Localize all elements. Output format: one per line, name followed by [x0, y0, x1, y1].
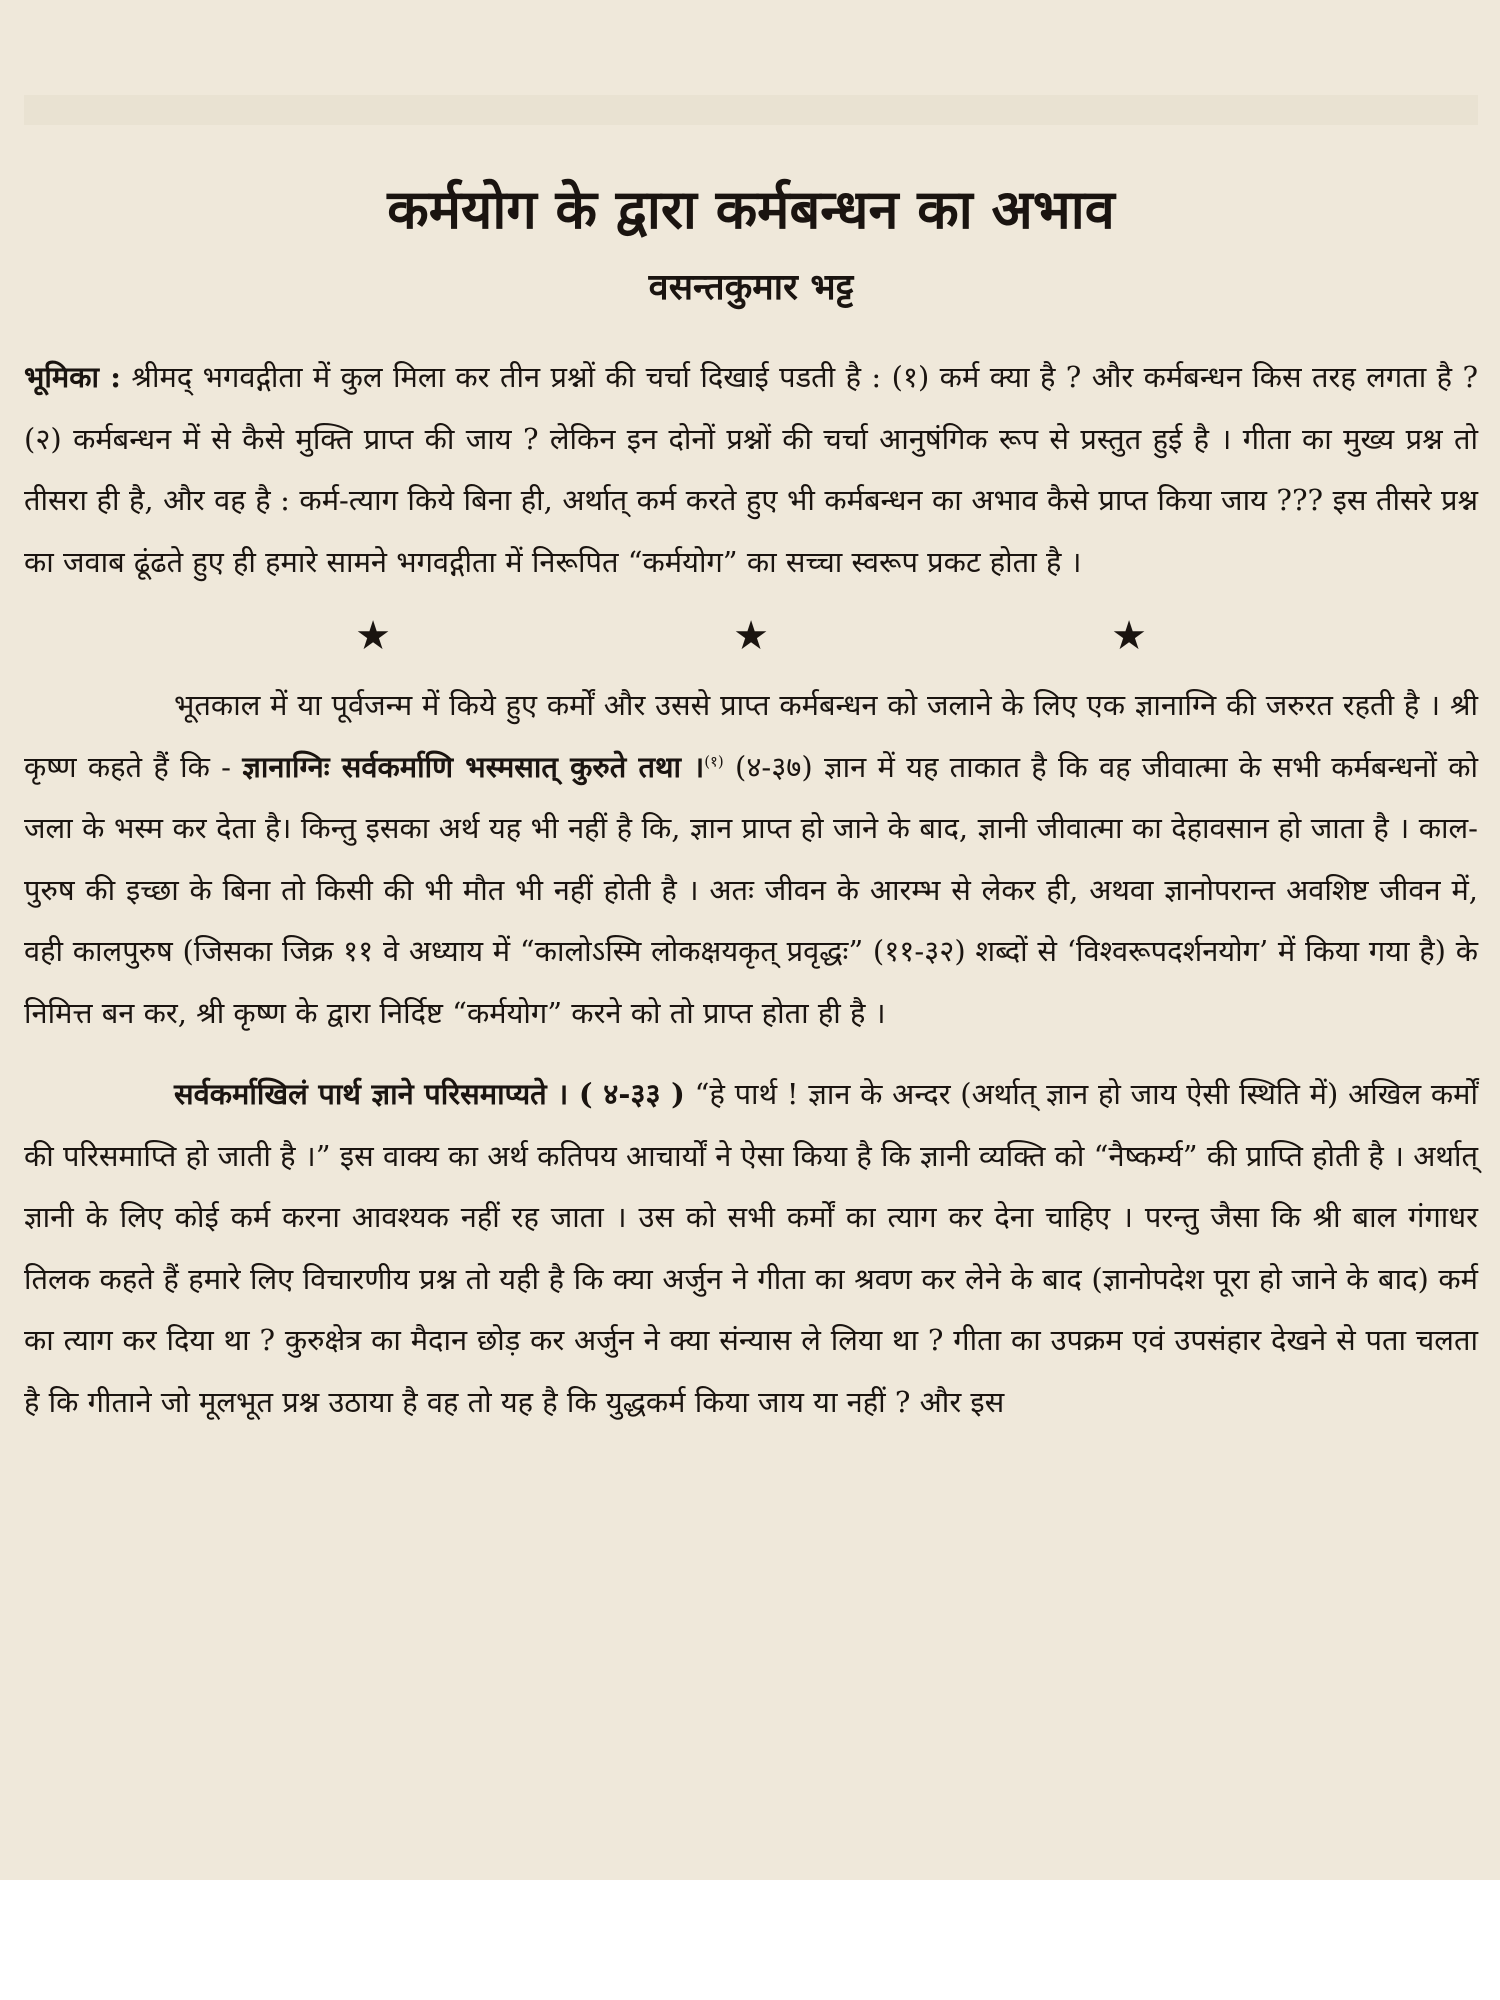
- bleed-through-text: [24, 95, 1478, 125]
- intro-label: भूमिका :: [24, 360, 122, 394]
- para2-after: (४-३७) ज्ञान में यह ताकात है कि वह जीवात्मा के सभी कर्मबन्धनों को जला के भस्म कर देता है। किन्तु इसका अर्थ यह भी नहीं है कि, ज्ञान प्राप्त हो जाने के बाद, ज्ञानी जीवात्मा का देहावसान हो जाता है । काल- पुरुष की इच्छा के बिना तो किसी की भी मौत भी नहीं होती है । अतः जीवन के आरम्भ से लेकर ही, अथवा ज्ञानोपरान्त अवशिष्ट जीवन में, वही कालपुरुष (जिसका जिक्र ११ वे अध्याय में “कालोऽस्मि लोकक्षयकृत् प्रवृद्धः” (११-३२) शब्दों से ‘विश्वरूपदर्शनयोग’ में किया गया है) के निमित्त बन कर, श्री कृष्ण के द्वारा निर्दिष्ट “कर्मयोग” करने को तो प्राप्त होता ही है ।: [24, 749, 1478, 1030]
- section-divider: [24, 601, 1478, 671]
- star-icon: ★: [1111, 613, 1147, 659]
- body-paragraph-2: [24, 1064, 1478, 1433]
- para2-quote: ज्ञानाग्निः सर्वकर्माणि भस्मसात् कुरुते तथा ।: [242, 749, 705, 784]
- para3-text: “हे पार्थ ! ज्ञान के अन्दर (अर्थात् ज्ञान हो जाय ऐसी स्थिति में) अखिल कर्मों की परिसमाप्ति हो जाती है ।” इस वाक्य का अर्थ कतिपय आचार्यों ने ऐसा किया है कि ज्ञानी व्यक्ति को “नैष्कर्म्य” की प्राप्ति होती है । अर्थात् ज्ञानी के लिए कोई कर्म करना आवश्यक नहीं रह जाता । उस को सभी कर्मों का त्याग कर देना चाहिए । परन्तु जैसा कि श्री बाल गंगाधर तिलक कहते हैं हमारे लिए विचारणीय प्रश्न तो यही है कि क्या अर्जुन ने गीता का श्रवण कर लेने के बाद (ज्ञानोपदेश पूरा हो जाने के बाद) कर्म का त्याग कर दिया था ? कुरुक्षेत्र का मैदान छोड़ कर अर्जुन ने क्या संन्यास ले लिया था ? गीता का उपक्रम एवं उपसंहार देखने से पता चलता है कि गीताने जो मूलभूत प्रश्न उठाया है वह तो यह है कि युद्धकर्म किया जाय या नहीं ? और इस: [24, 1077, 1478, 1419]
- star-icon: ★: [733, 613, 769, 659]
- article-title: कर्मयोग के द्वारा कर्मबन्धन का अभाव: [387, 178, 1115, 241]
- intro-paragraph: [24, 347, 1478, 593]
- body-paragraph-1: [24, 675, 1478, 1044]
- para3-quote: सर्वकर्माखिलं पार्थ ज्ञाने परिसमाप्यते । ( ४-३३ ): [174, 1077, 685, 1111]
- para2-before: भूतकाल में या पूर्वजन्म में किये हुए कर्मों और उससे प्राप्त कर्मबन्धन को जलाने के लिए एक ज्ञानाग्नि की जरुरत रहती है । श्री कृष्ण कहते हैं कि -: [24, 688, 1478, 784]
- author-name: वसन्तकुमार भट्ट: [648, 267, 854, 308]
- star-icon: ★: [355, 613, 391, 659]
- footnote-ref: (१): [704, 751, 724, 770]
- intro-text: श्रीमद् भगवद्गीता में कुल मिला कर तीन प्रश्नों की चर्चा दिखाई पडती है : (१) कर्म क्या है ? और कर्मबन्धन किस तरह लगता है ? (२) कर्मबन्धन में से कैसे मुक्ति प्राप्त की जाय ? लेकिन इन दोनों प्रश्नों की चर्चा आनुषंगिक रूप से प्रस्तुत हुई है । गीता का मुख्य प्रश्न तो तीसरा ही है, और वह है : कर्म-त्याग किये बिना ही, अर्थात् कर्म करते हुए भी कर्मबन्धन का अभाव कैसे प्राप्त किया जाय ??? इस तीसरे प्रश्न का जवाब ढूंढते हुए ही हमारे सामने भगवद्गीता में निरूपित “कर्मयोग” का सच्चा स्वरूप प्रकट होता है ।: [24, 360, 1478, 579]
